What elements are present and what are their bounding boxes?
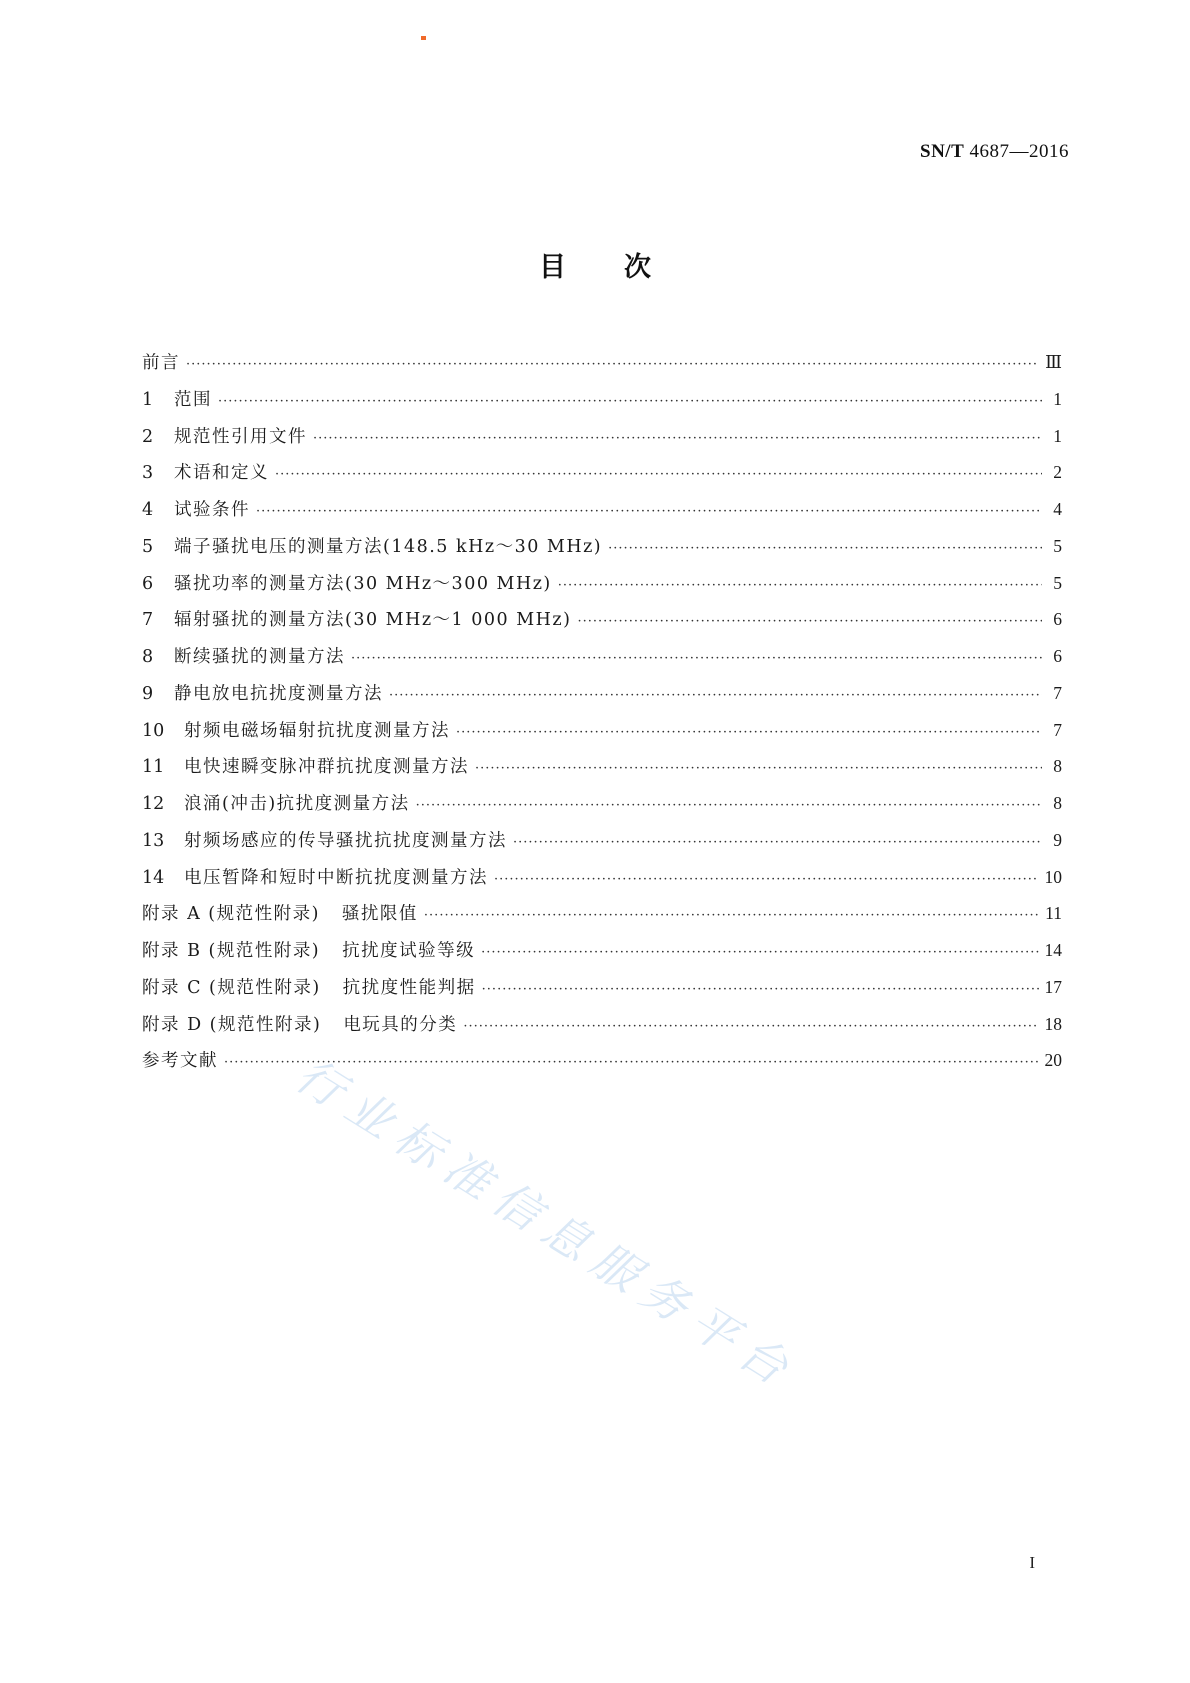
toc-entry-number: 7 [142,610,154,631]
table-of-contents [142,344,1062,1079]
toc-leader-dots [482,972,1039,1006]
toc-leader-dots [218,384,1042,418]
toc-leader-dots [275,457,1042,491]
toc-entry-11[interactable] [142,748,1062,785]
toc-entry-title: 静电放电抗扰度测量方法 [174,683,383,704]
toc-entry-number: 11 [142,757,165,778]
toc-page-number: 6 [1053,609,1062,630]
toc-leader-dots [224,1045,1039,1079]
toc-leader-dots [513,825,1042,859]
watermark-text: 行业标准信息服务平台 [286,1047,808,1401]
toc-entry-12[interactable] [142,785,1062,822]
toc-entry-number: 13 [142,830,165,851]
toc-entry-title: 试验条件 [174,500,250,520]
page-number: I [1029,1553,1035,1572]
standard-code [920,141,1069,163]
toc-page-number: 18 [1044,1013,1062,1034]
toc-entry-title: 前言 [142,353,180,373]
toc-entry-title: 浪涌(冲击)抗扰度测量方法 [184,794,410,814]
toc-leader-dots [256,494,1042,528]
toc-page-number: 7 [1053,719,1062,740]
standard-number: 4687—2016 [969,141,1069,162]
toc-leader-dots [389,678,1042,712]
toc-entry-title: 电快速瞬变脉冲群抗扰度测量方法 [184,757,469,778]
toc-entry-title: 电压暂降和短时中断抗扰度测量方法 [184,867,488,888]
toc-entry-number: 12 [142,794,165,814]
toc-entry-title: 骚扰功率的测量方法(30 MHz～300 MHz) [174,573,552,594]
toc-entry-title [142,970,476,1006]
toc-entry-number: 2 [142,426,154,447]
toc-entry-title: 参考文献 [142,1051,218,1072]
toc-annex-title: 骚扰限值 [341,904,418,925]
toc-page-number: 4 [1053,499,1062,519]
toc-entry-annex-b[interactable] [142,932,1062,969]
toc-leader-dots [456,715,1042,749]
toc-entry-10[interactable] [142,712,1062,749]
toc-entry-annex-c[interactable] [142,969,1062,1006]
toc-entry-title: 射频场感应的传导骚扰抗扰度测量方法 [184,830,507,851]
toc-page-number: 1 [1053,388,1062,409]
toc-entry-number: 3 [142,463,154,484]
toc-page-number: 6 [1053,646,1062,666]
toc-entry-number: 14 [142,867,165,888]
standard-prefix: SN/T [920,141,965,162]
toc-page-number: 5 [1053,535,1062,556]
toc-entry-annex-a[interactable] [142,895,1062,932]
toc-leader-dots [186,347,1039,381]
toc-page-number: 9 [1053,829,1062,850]
toc-entry-annex-d[interactable] [142,1006,1062,1043]
toc-page-number: 8 [1053,756,1062,777]
toc-entry-title [142,933,475,969]
toc-entry-number: 8 [142,647,154,667]
toc-entry-8[interactable] [142,638,1062,675]
toc-entry-number: 1 [142,389,154,410]
toc-leader-dots [416,788,1042,822]
toc-leader-dots [494,862,1039,896]
toc-page-number: 8 [1053,793,1062,813]
toc-leader-dots [475,751,1042,785]
toc-entry-number: 9 [142,683,154,704]
toc-entry-6[interactable] [142,565,1062,602]
toc-entry-number: 6 [142,573,154,594]
toc-entry-title [142,1007,457,1043]
toc-page-number: 10 [1044,866,1062,887]
toc-page-number: 1 [1053,425,1062,446]
toc-page-number: 17 [1044,976,1062,997]
toc-entry-number: 4 [142,500,154,520]
toc-page-number: 14 [1044,940,1062,960]
toc-leader-dots [481,935,1038,969]
toc-page-number: 2 [1053,462,1062,483]
toc-annex-prefix: 附录 C (规范性附录) [142,977,321,998]
toc-leader-dots [463,1009,1038,1043]
toc-entry-title: 射频电磁场辐射抗扰度测量方法 [184,720,450,741]
toc-entry-number: 5 [142,536,154,557]
toc-annex-prefix: 附录 B (规范性附录) [142,941,321,961]
toc-leader-dots [351,641,1042,675]
toc-entry-title: 辐射骚扰的测量方法(30 MHz～1 000 MHz) [174,610,572,631]
toc-leader-dots [608,531,1042,565]
toc-entry-title: 断续骚扰的测量方法 [174,647,345,667]
toc-leader-dots [577,604,1042,638]
toc-entry-2[interactable] [142,418,1062,455]
toc-entry-13[interactable] [142,822,1062,859]
toc-entry-9[interactable] [142,675,1062,712]
toc-leader-dots [424,898,1039,932]
toc-page-number: Ⅲ [1045,352,1062,372]
toc-leader-dots [558,568,1042,602]
toc-entry-14[interactable] [142,859,1062,896]
toc-leader-dots [313,421,1042,455]
toc-annex-prefix: 附录 A (规范性附录) [142,904,320,925]
toc-entry-title [142,896,418,932]
toc-page-number: 5 [1053,572,1062,593]
toc-entry-5[interactable] [142,528,1062,565]
toc-entry-3[interactable] [142,454,1062,491]
orange-marker [421,36,426,40]
toc-page-number: 11 [1045,903,1062,924]
toc-annex-title: 抗扰度性能判据 [342,977,476,998]
toc-annex-title: 电玩具的分类 [343,1014,458,1035]
toc-entry-title: 端子骚扰电压的测量方法(148.5 kHz～30 MHz) [174,536,603,557]
toc-entry-foreword[interactable] [142,344,1062,381]
toc-entry-title: 规范性引用文件 [174,426,307,447]
toc-entry-1[interactable] [142,381,1062,418]
toc-entry-4[interactable] [142,491,1062,528]
toc-annex-title: 抗扰度试验等级 [342,941,476,961]
toc-entry-number: 10 [142,720,165,741]
toc-entry-title: 范围 [174,389,212,410]
toc-entry-7[interactable] [142,601,1062,638]
page-title: 目次 [539,252,709,283]
toc-annex-prefix: 附录 D (规范性附录) [142,1014,322,1035]
toc-page-number: 7 [1053,682,1062,703]
toc-entry-title: 术语和定义 [174,463,269,484]
toc-entry-bibliography[interactable] [142,1042,1062,1079]
toc-page-number: 20 [1044,1050,1062,1071]
